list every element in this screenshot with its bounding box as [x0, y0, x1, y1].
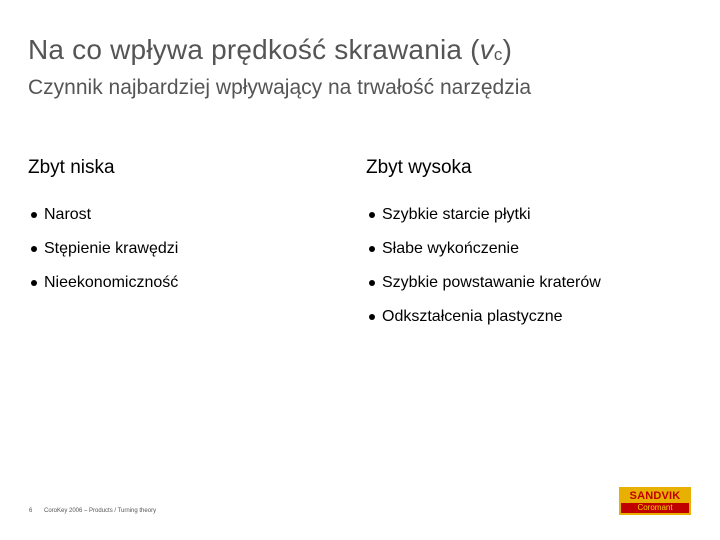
- bullet-icon: [369, 246, 375, 252]
- slide-title-subscript: c: [493, 45, 503, 64]
- bullet-icon: [369, 212, 375, 218]
- logo-brand: SANDVIK: [621, 489, 689, 503]
- slide-title-text: Na co wpływa prędkość skrawania (: [28, 34, 480, 65]
- slide-title-close: ): [502, 34, 513, 65]
- list-item-text: Szybkie powstawanie kraterów: [382, 274, 601, 291]
- list-item: [28, 198, 358, 232]
- page-number: 6: [29, 508, 33, 514]
- slide-title-variable: v: [479, 34, 494, 65]
- bullet-icon: [369, 280, 375, 286]
- column-too-low: [28, 155, 358, 300]
- bullet-list: [366, 198, 696, 334]
- column-too-high: [366, 155, 696, 334]
- footer-text: CoroKey 2006 – Products / Turning theory: [44, 508, 157, 514]
- list-item: [28, 232, 358, 266]
- bullet-list: [28, 198, 358, 300]
- bullet-icon: [31, 246, 37, 252]
- bullet-icon: [31, 212, 37, 218]
- column-heading: Zbyt niska: [28, 157, 115, 178]
- column-heading: Zbyt wysoka: [366, 157, 472, 178]
- list-item-text: Odkształcenia plastyczne: [382, 308, 563, 325]
- bullet-icon: [369, 314, 375, 320]
- list-item-text: Słabe wykończenie: [382, 240, 519, 257]
- sandvik-coromant-logo: [619, 487, 691, 515]
- list-item-text: Narost: [44, 206, 92, 223]
- list-item: [366, 232, 696, 266]
- list-item: [366, 300, 696, 334]
- logo-sub: Coromant: [621, 503, 689, 513]
- slide-subtitle: Czynnik najbardziej wpływający na trwałość narzędzia: [28, 76, 532, 99]
- list-item: [366, 198, 696, 232]
- list-item-text: Stępienie krawędzi: [44, 240, 179, 257]
- list-item: [366, 266, 696, 300]
- bullet-icon: [31, 280, 37, 286]
- list-item-text: Szybkie starcie płytki: [382, 206, 531, 223]
- slide-title: [28, 34, 512, 66]
- list-item-text: Nieekonomiczność: [44, 274, 179, 291]
- list-item: [28, 266, 358, 300]
